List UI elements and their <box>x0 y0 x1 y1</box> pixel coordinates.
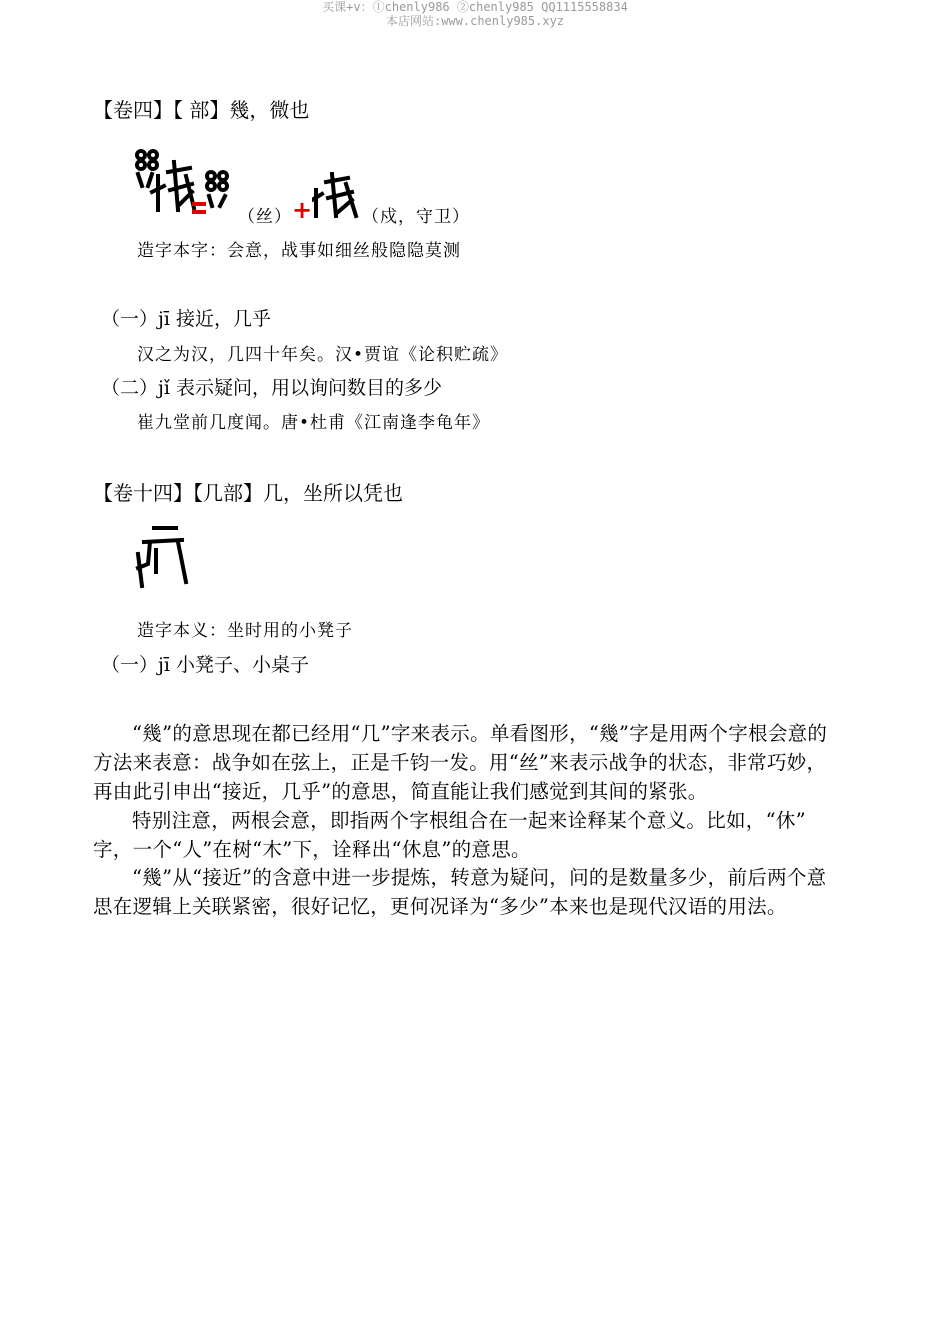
commentary-p2-line2: 字，一个“人”在树“木”下，诠释出“休息”的意思。 <box>93 838 531 861</box>
section1-def2: （二）jǐ 表示疑问，用以询问数目的多少 <box>101 377 443 399</box>
seal-shu-glyph <box>312 172 360 220</box>
section2-def1: （一）jī 小凳子、小桌子 <box>101 654 310 676</box>
section1-origin: 造字本字：会意，战事如细丝般隐隐莫测 <box>137 241 461 261</box>
part1-label: （丝） <box>238 207 292 227</box>
plus-mark: + <box>292 196 313 224</box>
part2-label: （戍，守卫） <box>362 207 470 227</box>
section1-heading: 【卷四】【 部】幾，微也 <box>93 98 310 122</box>
section1-def1: （一）jī 接近，几乎 <box>101 308 272 330</box>
commentary-p3-line1: “幾”从“接近”的含意中进一步提炼，转意为疑问，问的是数量多少，前后两个意 <box>132 866 827 889</box>
commentary-p1-line3: 再由此引申出“接近，几乎”的意思，简直能让我们感觉到其间的紧张。 <box>93 780 708 803</box>
commentary-p1-line2: 方法来表意：战争如在弦上，正是千钧一发。用“丝”来表示战争的状态，非常巧妙， <box>93 751 827 774</box>
watermark-line-2: 本店网站:www.chenly985.xyz <box>385 14 565 28</box>
commentary-p2-line1: 特别注意，两根会意，即指两个字根组合在一起来诠释某个意义。比如，“休” <box>132 809 806 832</box>
commentary-p3-line2: 思在逻辑上关联紧密，很好记忆，更何况译为“多少”本来也是现代汉语的用法。 <box>93 895 787 918</box>
commentary-p1-line1: “幾”的意思现在都已经用“几”字来表示。单看图形，“幾”字是用两个字根会意的 <box>132 722 828 745</box>
section1-ex1: 汉之为汉，几四十年矣。汉•贾谊《论积贮疏》 <box>137 345 509 365</box>
equals-mark <box>192 202 206 206</box>
seal-ji-full-glyph <box>134 146 234 218</box>
section2-heading: 【卷十四】【几部】几，坐所以凭也 <box>93 481 403 505</box>
seal-ji-stool-glyph <box>134 524 194 590</box>
section1-ex2: 崔九堂前几度闻。唐•杜甫《江南逢李龟年》 <box>137 413 491 433</box>
section2-origin: 造字本义：坐时用的小凳子 <box>137 621 353 641</box>
watermark-line-1: 买课+v：①chenly986 ②chenly985 QQ1115558834 <box>322 0 628 14</box>
